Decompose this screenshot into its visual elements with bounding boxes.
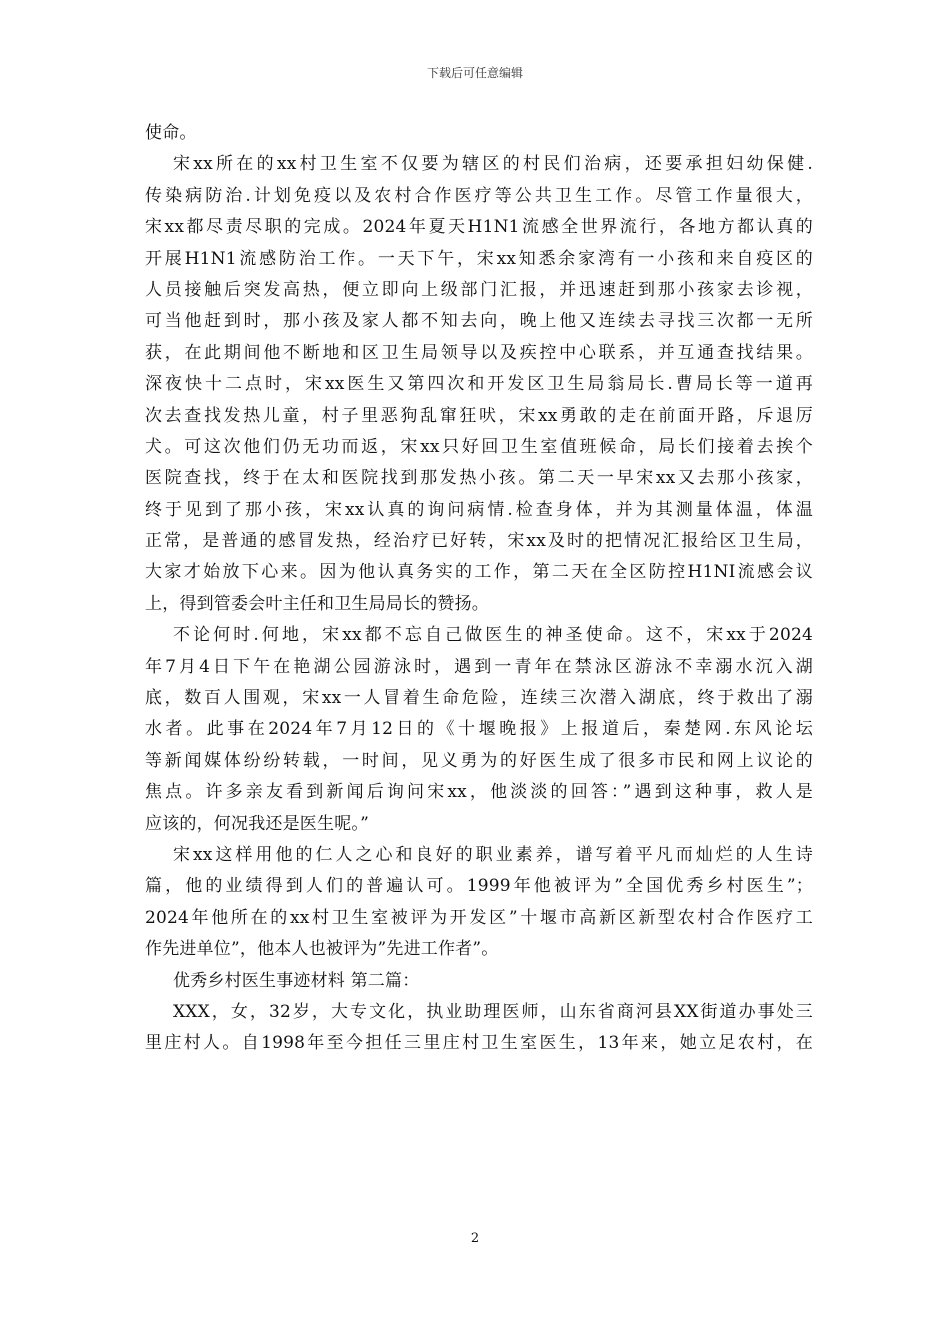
text-line: 焦点。许多亲友看到新闻后询问宋xx，他淡淡的回答：”遇到这种事，救人是 bbox=[145, 782, 813, 803]
document-body bbox=[145, 118, 813, 1060]
text-line: 年7月4日下午在艳湖公园游泳时，遇到一青年在禁泳区游泳不幸溺水沉入湖 bbox=[145, 656, 813, 677]
text-line: 2024年他所在的xx村卫生室被评为开发区”十堰市高新区新型农村合作医疗工 bbox=[145, 907, 813, 928]
text-line: 获，在此期间他不断地和区卫生局领导以及疾控中心联系，并互通查找结果。 bbox=[145, 342, 813, 363]
text-line: 篇，他的业绩得到人们的普遍认可。1999年他被评为”全国优秀乡村医生”； bbox=[145, 876, 813, 897]
text-line: 底，数百人围观，宋xx一人冒着生命危险，连续三次潜入湖底，终于救出了溺 bbox=[145, 688, 813, 709]
text-line: 宋xx这样用他的仁人之心和良好的职业素养，谱写着平凡而灿烂的人生诗 bbox=[173, 844, 813, 865]
text-line: 水者。此事在2024年7月12日的《十堰晚报》上报道后，秦楚网.东风论坛 bbox=[145, 719, 813, 740]
text-line: 宋xx都尽责尽职的完成。2024年夏天H1N1流感全世界流行，各地方都认真的 bbox=[145, 217, 813, 238]
text-line: 使命。 bbox=[145, 123, 197, 143]
text-line: 里庄村人。自1998年至今担任三里庄村卫生室医生，13年来，她立足农村，在 bbox=[145, 1033, 813, 1054]
text-line: 传染病防治.计划免疫以及农村合作医疗等公共卫生工作。尽管工作量很大， bbox=[145, 185, 813, 206]
text-line: 不论何时.何地，宋xx都不忘自己做医生的神圣使命。这不，宋xx于2024 bbox=[173, 625, 813, 646]
text-line: 次去查找发热儿童，村子里恶狗乱窜狂吠，宋xx勇敢的走在前面开路，斥退厉 bbox=[145, 405, 813, 426]
text-line: 正常，是普通的感冒发热，经治疗已好转，宋xx及时的把情况汇报给区卫生局， bbox=[145, 531, 813, 552]
text-line: 作先进单位”，他本人也被评为”先进工作者”。 bbox=[145, 939, 499, 960]
text-line: 等新闻媒体纷纷转载，一时间，见义勇为的好医生成了很多市民和网上议论的 bbox=[145, 750, 813, 771]
text-line: 应该的，何况我还是医生呢。” bbox=[145, 813, 369, 834]
text-line: 宋xx所在的xx村卫生室不仅要为辖区的村民们治病，还要承担妇幼保健. bbox=[173, 154, 813, 175]
text-line: 终于见到了那小孩，宋xx认真的询问病情.检查身体，并为其测量体温，体温 bbox=[145, 499, 813, 520]
page-header: 下载后可任意编辑 bbox=[426, 66, 523, 80]
text-line: XXX，女，32岁，大专文化，执业助理医师，山东省商河县XX街道办事处三 bbox=[173, 1001, 813, 1022]
text-line: 深夜快十二点时，宋xx医生又第四次和开发区卫生局翁局长.曹局长等一道再 bbox=[145, 374, 813, 395]
text-line: 上，得到管委会叶主任和卫生局局长的赞扬。 bbox=[145, 593, 489, 614]
text-line: 开展H1N1流感防治工作。一天下午，宋xx知悉余家湾有一小孩和来自疫区的 bbox=[145, 248, 813, 269]
text-line: 医院查找，终于在太和医院找到那发热小孩。第二天一早宋xx又去那小孩家， bbox=[145, 468, 813, 489]
text-line: 犬。可这次他们仍无功而返，宋xx只好回卫生室值班候命，局长们接着去挨个 bbox=[145, 436, 813, 457]
text-line: 可当他赶到时，那小孩及家人都不知去向，晚上他又连续去寻找三次都一无所 bbox=[145, 311, 813, 332]
section-heading: 优秀乡村医生事迹材料 第二篇： bbox=[173, 970, 420, 991]
text-line: 大家才始放下心来。因为他认真务实的工作，第二天在全区防控H1NI流感会议 bbox=[145, 562, 813, 583]
page-number: 2 bbox=[470, 1231, 480, 1246]
text-line: 人员接触后突发高热，便立即向上级部门汇报，并迅速赶到那小孩家去诊视， bbox=[145, 279, 813, 300]
